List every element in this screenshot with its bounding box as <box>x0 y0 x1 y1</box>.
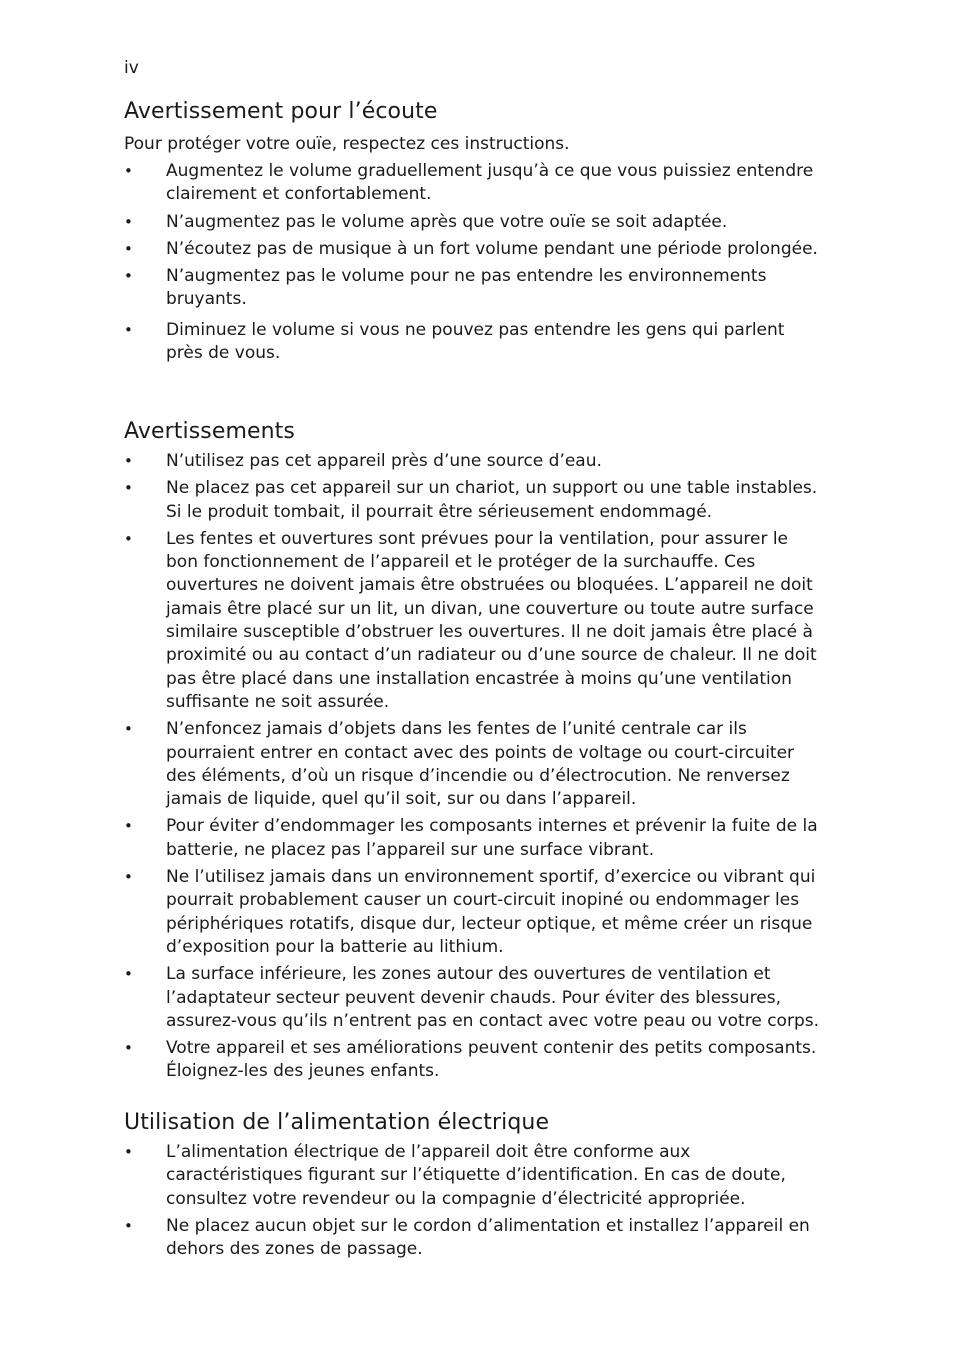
list-item-text: N’utilisez pas cet appareil près d’une source d’eau. <box>166 451 602 471</box>
section-listening-warning <box>124 98 824 365</box>
list-item <box>124 160 824 207</box>
list-item <box>124 718 824 811</box>
list-item-text: N’augmentez pas le volume après que votre ouïe se soit adaptée. <box>166 211 728 232</box>
list-item-text: La surface inférieure, les zones autour des ouvertures de ventilation et l’adaptateur secteur peuvent devenir chauds. Pour éviter des blessures, assurez-vous qu’ils n’entrent pas en contact avec votre peau ou votre corps. <box>166 964 819 1031</box>
list-item-text: N’augmentez pas le volume pour ne pas entendre les environnements bruyants. <box>166 266 767 310</box>
list-item <box>124 477 824 524</box>
bullet-icon: • <box>124 817 133 836</box>
section-warnings <box>124 418 824 1084</box>
bullet-icon: • <box>124 320 133 339</box>
section-title: Avertissements <box>124 419 295 444</box>
bullet-icon: • <box>124 452 133 470</box>
section-intro: Pour protéger votre ouïe, respectez ces instructions. <box>124 134 570 154</box>
list-item-text: Les fentes et ouvertures sont prévues pour la ventilation, pour assurer le bon fonctionnement de l’appareil et le protéger de la surchauffe. Ces ouvertures ne doivent jamais être obstruées ou bloquées. L’appareil ne doit jamais être placé sur un lit, un divan, une couverture ou toute autre surface similaire susceptible d’obstruer les ouvertures. Il ne doit jamais être placé à proximité ou au contact d’un radiateur ou d’une source de chaleur. Il ne doit pas être placé dans une installation encastrée à moins qu’une ventilation suffisante ne soit assurée. <box>166 528 817 712</box>
list-item-text: Ne l’utilisez jamais dans un environnement sportif, d’exercice ou vibrant qui pourrait probablement causer un court-circuit inopiné ou endommager les périphériques rotatifs, disque dur, lecteur optique, et même créer un risque d’exposition pour la batterie au lithium. <box>166 867 816 957</box>
bullet-icon: • <box>124 267 133 286</box>
list-item <box>124 265 824 312</box>
list-item <box>124 211 824 234</box>
section-title: Avertissement pour l’écoute <box>124 99 438 124</box>
bullet-icon: • <box>124 965 133 984</box>
bullet-icon: • <box>124 162 133 180</box>
list-item-text: L’alimentation électrique de l’appareil doit être conforme aux caractéristiques figurant sur l’étiquette d’identification. En cas de doute, consultez votre revendeur ou la compagnie d’électricité appropriée. <box>166 1142 786 1209</box>
list-item <box>124 1141 824 1211</box>
bullet-icon: • <box>124 212 133 231</box>
list-item-text: N’enfoncez jamais d’objets dans les fentes de l’unité centrale car ils pourraient entrer en contact avec des points de voltage ou court-circuiter des éléments, d’où un risque d’incendie ou d’électrocution. Ne renversez jamais de liquide, quel qu’il soit, sur ou dans l’appareil. <box>166 719 795 810</box>
bullet-list <box>124 160 824 365</box>
list-item-text: Ne placez aucun objet sur le cordon d’alimentation et installez l’appareil en dehors des zones de passage. <box>166 1215 810 1260</box>
bullet-icon: • <box>124 1039 133 1058</box>
bullet-icon: • <box>124 239 133 258</box>
list-item <box>124 528 824 714</box>
list-item-text: Pour éviter d’endommager les composants internes et prévenir la fuite de la batterie, ne placez pas l’appareil sur une surface vibrant. <box>166 816 818 860</box>
section-power-supply <box>124 1109 824 1261</box>
bullet-icon: • <box>124 1143 133 1161</box>
bullet-icon: • <box>124 529 133 548</box>
list-item <box>124 1215 824 1262</box>
list-item-text: Votre appareil et ses améliorations peuvent contenir des petits composants. Éloignez-les des jeunes enfants. <box>166 1038 817 1082</box>
list-item <box>124 963 824 1033</box>
page-number: iv <box>124 58 139 78</box>
list-item-text: Augmentez le volume graduellement jusqu’à ce que vous puissiez entendre clairement et confortablement. <box>166 161 814 205</box>
list-item-text: Diminuez le volume si vous ne pouvez pas entendre les gens qui parlent près de vous. <box>166 319 785 364</box>
list-item <box>124 450 824 473</box>
bullet-list <box>124 1141 824 1261</box>
section-title: Utilisation de l’alimentation électrique <box>124 1110 550 1135</box>
bullet-icon: • <box>124 720 133 739</box>
bullet-list <box>124 450 824 1084</box>
bullet-icon: • <box>124 1216 133 1235</box>
list-item <box>124 319 824 366</box>
list-item <box>124 238 824 261</box>
list-item <box>124 1037 824 1084</box>
list-item <box>124 815 824 862</box>
list-item <box>124 866 824 959</box>
list-item-text: N’écoutez pas de musique à un fort volume pendant une période prolongée. <box>166 238 818 259</box>
bullet-icon: • <box>124 479 133 498</box>
bullet-icon: • <box>124 868 133 887</box>
list-item-text: Ne placez pas cet appareil sur un chariot, un support ou une table instables. Si le produit tombait, il pourrait être sérieusement endommagé. <box>166 478 818 522</box>
